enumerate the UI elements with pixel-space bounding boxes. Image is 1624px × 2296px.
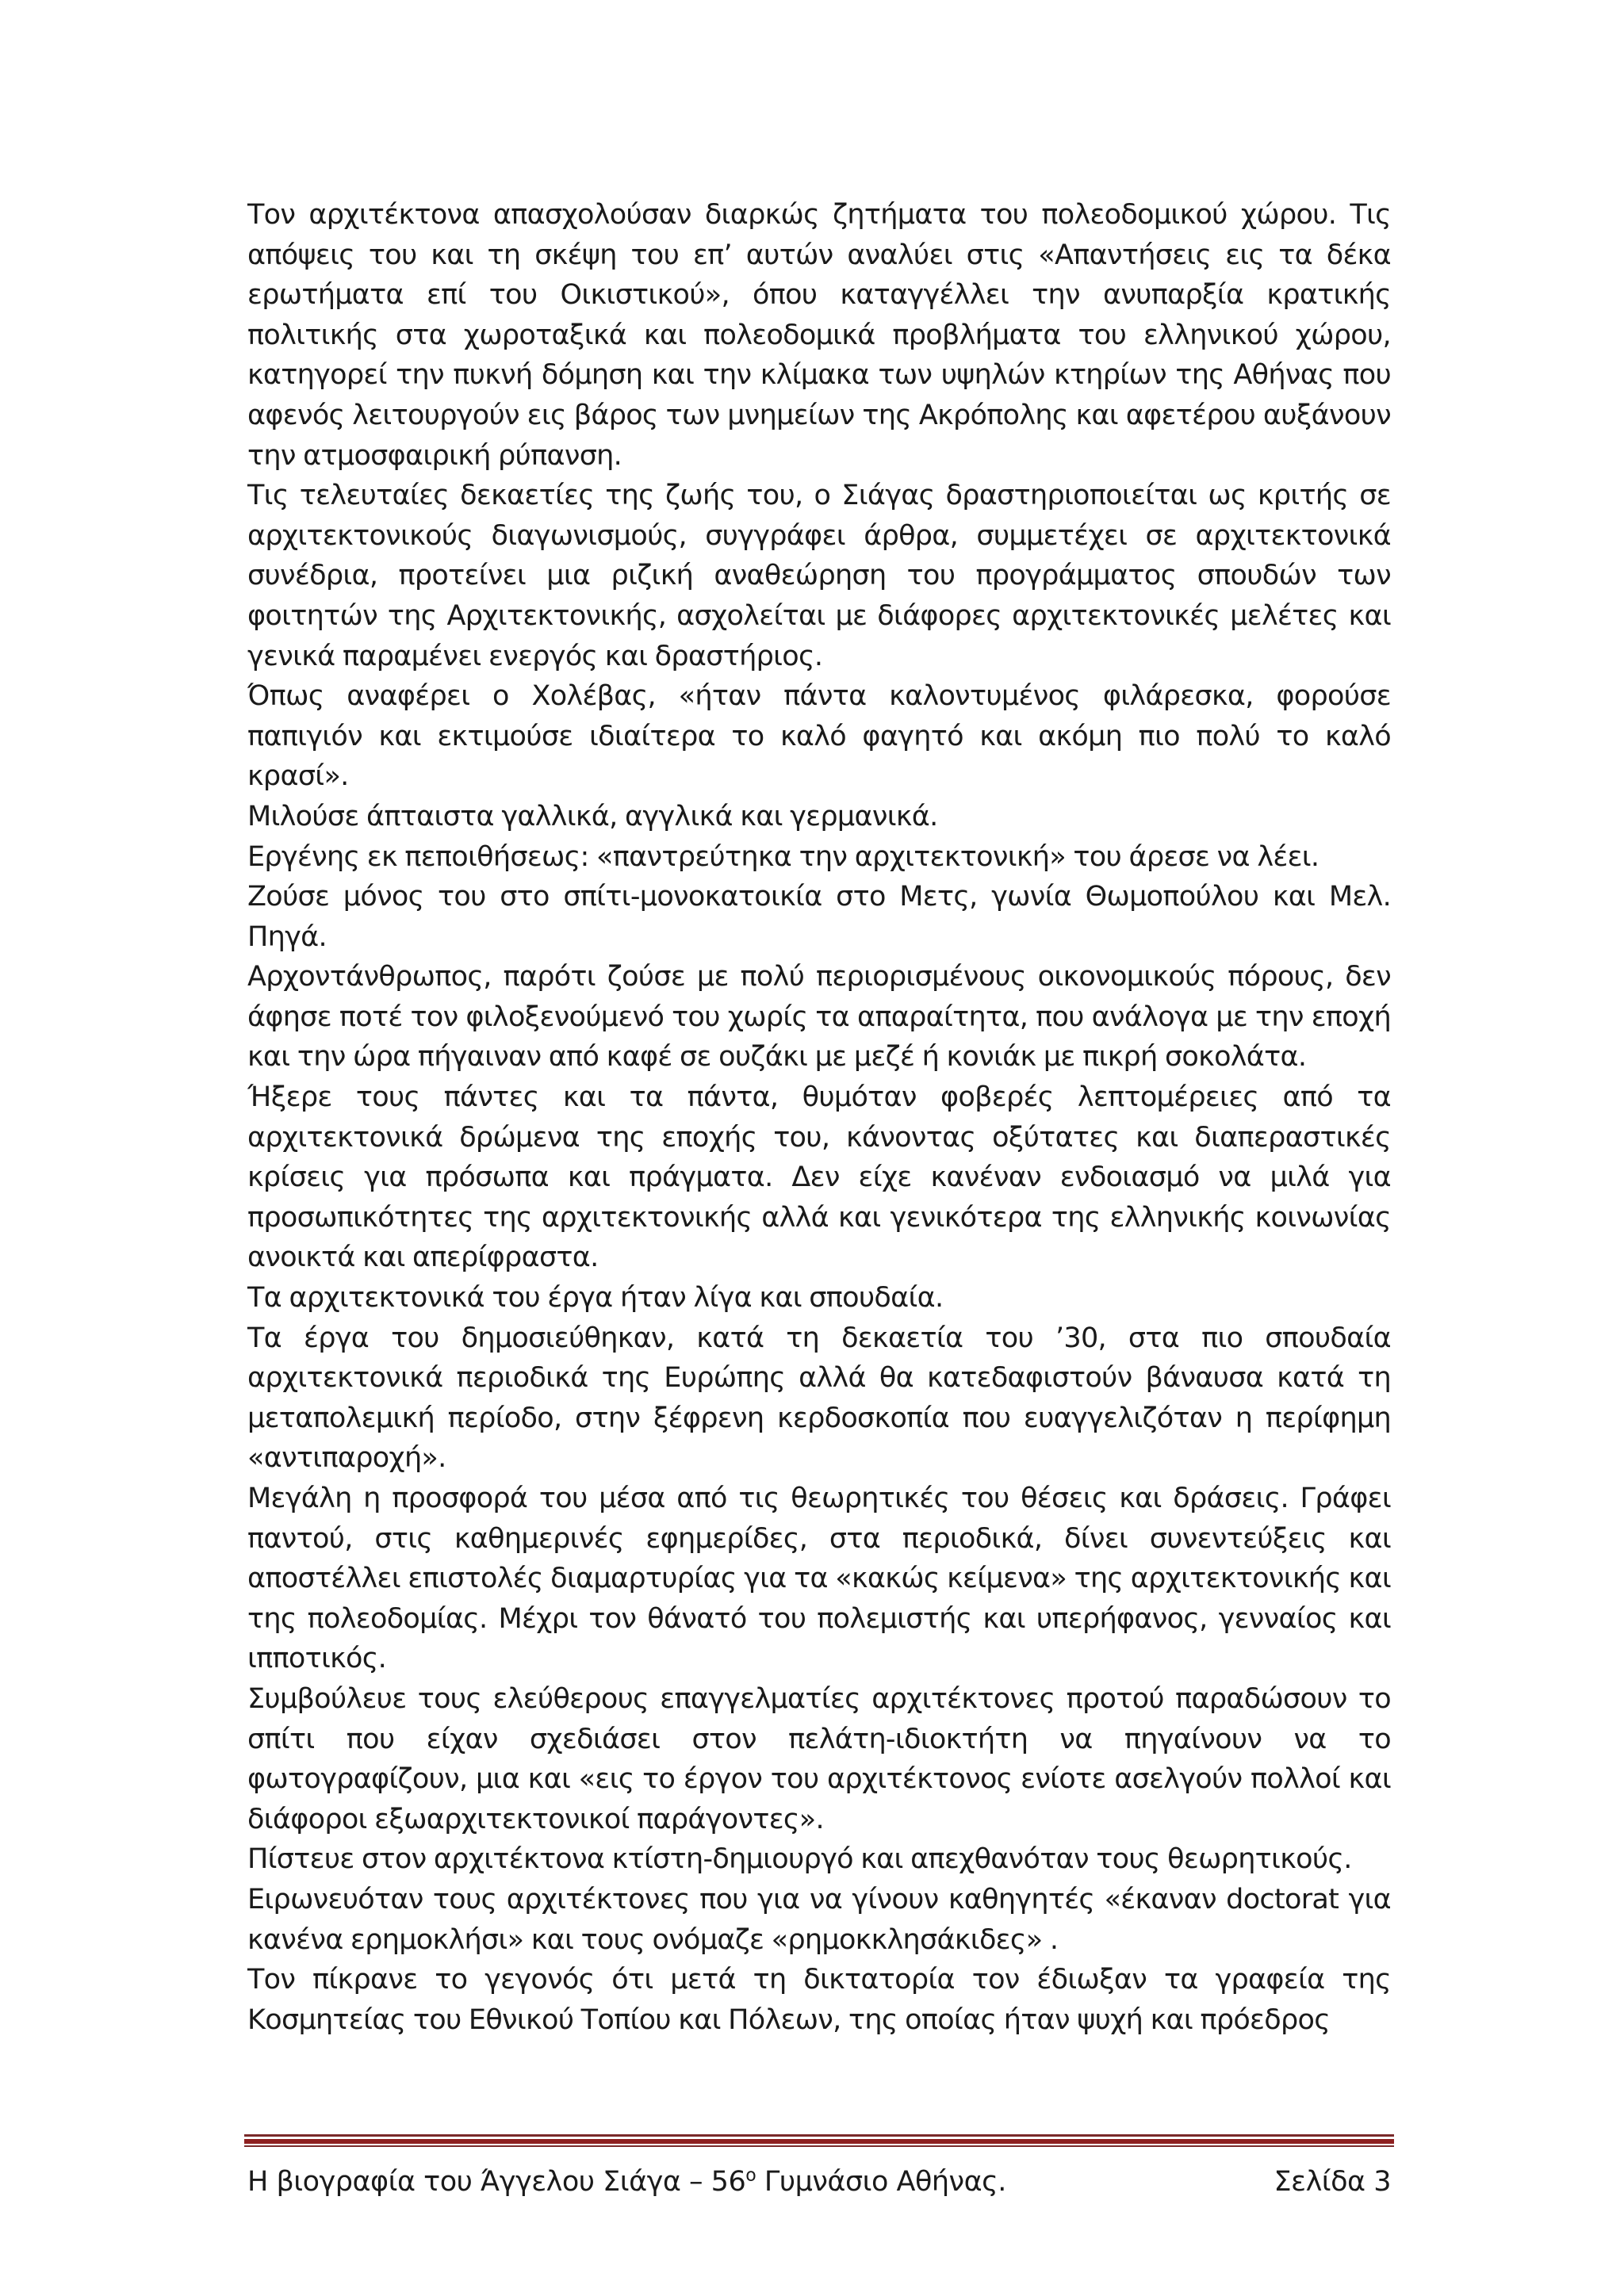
footer-title-text: Γυμνάσιο Αθήνας.	[756, 2166, 1006, 2198]
page-footer	[247, 2164, 1391, 2199]
footer-title-superscript: ο	[745, 2165, 756, 2186]
footer-rule	[244, 2134, 1394, 2149]
paragraph: Ειρωνευόταν τους αρχιτέκτονες που για να γίνουν καθηγητές «έκαναν doctorat για κανένα ερημοκλήσι» και τους ονόμαζε «ρημοκκλησάκιδες» .	[247, 1883, 1391, 1956]
paragraph: Τα έργα του δημοσιεύθηκαν, κατά τη δεκαετία του ’30, στα πιο σπουδαία αρχιτεκτονικά περιοδικά της Ευρώπης αλλά θα κατεδαφιστούν βάναυσα κατά τη μεταπολεμική περίοδο, στην ξέφρενη κερδοσκοπία που ευαγγελιζόταν η περίφημη «αντιπαροχή».	[247, 1322, 1391, 1475]
footer-rule-line	[244, 2134, 1394, 2137]
paragraph: Εργένης εκ πεποιθήσεως: «παντρεύτηκα την αρχιτεκτονική» του άρεσε να λέει.	[247, 840, 1320, 873]
paragraph: Τις τελευταίες δεκαετίες της ζωής του, ο Σιάγας δραστηριοποιείται ως κριτής σε αρχιτεκτονικούς διαγωνισμούς, συγγράφει άρθρα, συμμετέχει σε αρχιτεκτονικά συνέδρια, προτείνει μια ριζική αναθεώρηση του προγράμματος σπουδών των φοιτητών της Αρχιτεκτονικής, ασχολείται με διάφορες αρχιτεκτονικές μελέτες και γενικά παραμένει ενεργός και δραστήριος.	[247, 480, 1391, 672]
body-text	[247, 195, 1391, 2040]
paragraph: Όπως αναφέρει ο Χολέβας, «ήταν πάντα καλοντυμένος φιλάρεσκα, φορούσε παπιγιόν και εκτιμούσε ιδιαίτερα το καλό φαγητό και ακόμη πιο πολύ το καλό κρασί».	[247, 680, 1391, 793]
paragraph: Αρχοντάνθρωπος, παρότι ζούσε με πολύ περιορισμένους οικονομικούς πόρους, δεν άφησε ποτέ τον φιλοξενούμενό του χωρίς τα απαραίτητα, που ανάλογα με την εποχή και την ώρα πήγαιναν από καφέ σε ουζάκι με μεζέ ή κονιάκ με πικρή σοκολάτα.	[247, 961, 1391, 1073]
footer-title	[247, 2164, 1006, 2199]
paragraph: Πίστευε στον αρχιτέκτονα κτίστη-δημιουργό και απεχθανόταν τους θεωρητικούς.	[247, 1843, 1352, 1876]
paragraph: Τον αρχιτέκτονα απασχολούσαν διαρκώς ζητήματα του πολεοδομικού χώρου. Τις απόψεις του και τη σκέψη του επ’ αυτών αναλύει στις «Απαντήσεις εις τα δέκα ερωτήματα επί του Οικιστικού», όπου καταγγέλλει την ανυπαρξία κρατικής πολιτικής στα χωροταξικά και πολεοδομικά προβλήματα του ελληνικού χώρου, κατηγορεί την πυκνή δόμηση και την κλίμακα των υψηλών κτηρίων της Αθήνας που αφενός λειτουργούν εις βάρος των μνημείων της Ακρόπολης και αφετέρου αυξάνουν την ατμοσφαιρική ρύπανση.	[247, 199, 1391, 472]
paragraph: Μεγάλη η προσφορά του μέσα από τις θεωρητικές του θέσεις και δράσεις. Γράφει παντού, στις καθημερινές εφημερίδες, στα περιοδικά, δίνει συνεντεύξεις και αποστέλλει επιστολές διαμαρτυρίας για τα «κακώς κείμενα» της αρχιτεκτονικής και της πολεοδομίας. Μέχρι τον θάνατό του πολεμιστής και υπερήφανος, γενναίος και ιπποτικός.	[247, 1483, 1391, 1675]
footer-title-text: Η βιογραφία του Άγγελου Σιάγα – 56	[247, 2166, 746, 2198]
page-number: Σελίδα 3	[1274, 2166, 1391, 2198]
paragraph: Συμβούλευε τους ελεύθερους επαγγελματίες αρχιτέκτονες προτού παραδώσουν το σπίτι που είχαν σχεδιάσει στον πελάτη-ιδιοκτήτη να πηγαίνουν να το φωτογραφίζουν, μια και «εις το έργον του αρχιτέκτονος ενίοτε ασελγούν πολλοί και διάφοροι εξωαρχιτεκτονικοί παράγοντες».	[247, 1682, 1391, 1835]
paragraph: Ζούσε μόνος του στο σπίτι-μονοκατοικία στο Μετς, γωνία Θωμοπούλου και Μελ. Πηγά.	[247, 881, 1391, 953]
footer-rule-line	[244, 2145, 1394, 2147]
paragraph: Μιλούσε άπταιστα γαλλικά, αγγλικά και γερμανικά.	[247, 800, 938, 832]
paragraph: Τα αρχιτεκτονικά του έργα ήταν λίγα και σπουδαία.	[247, 1282, 944, 1314]
footer-rule-line	[244, 2139, 1394, 2144]
paragraph: Τον πίκρανε το γεγονός ότι μετά τη δικτατορία τον έδιωξαν τα γραφεία της Κοσμητείας του Εθνικού Τοπίου και Πόλεων, της οποίας ήταν ψυχή και πρόεδρος	[247, 1964, 1391, 2036]
paragraph: Ήξερε τους πάντες και τα πάντα, θυμόταν φοβερές λεπτομέρειες από τα αρχιτεκτονικά δρώμενα της εποχής του, κάνοντας οξύτατες και διαπεραστικές κρίσεις για πρόσωπα και πράγματα. Δεν είχε κανέναν ενδοιασμό να μιλά για προσωπικότητες της αρχιτεκτονικής αλλά και γενικότερα της ελληνικής κοινωνίας ανοικτά και απερίφραστα.	[247, 1081, 1391, 1274]
